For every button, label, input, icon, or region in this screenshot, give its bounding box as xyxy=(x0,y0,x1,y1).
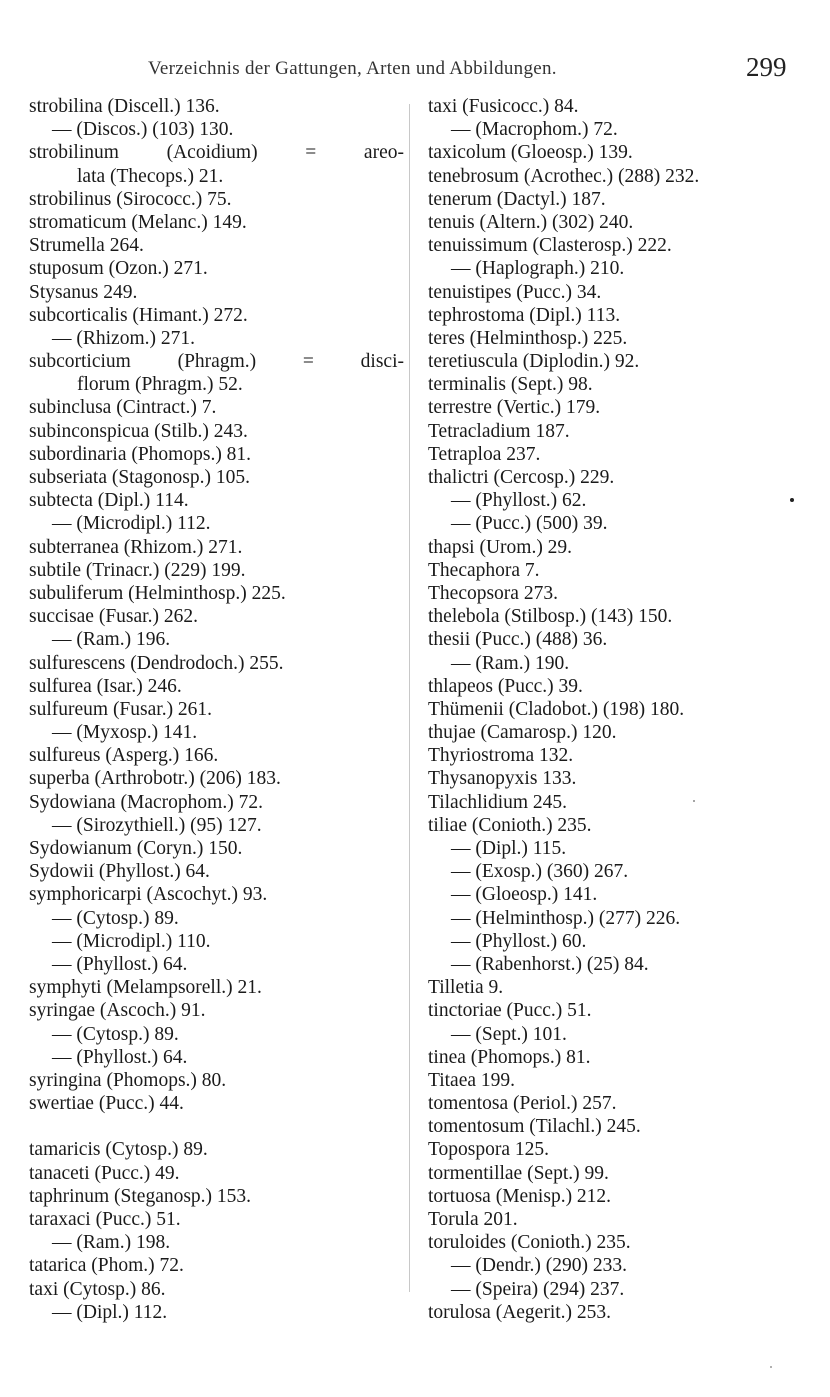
index-entry: — (Phyllost.) 64. xyxy=(52,953,188,975)
index-entry: succisae (Fusar.) 262. xyxy=(29,606,198,628)
index-entry: — (Sirozythiell.) (95) 127. xyxy=(52,814,262,836)
index-entry: subtecta (Dipl.) 114. xyxy=(29,490,189,512)
index-entry: Thecaphora 7. xyxy=(428,559,540,581)
index-entry: Stysanus 249. xyxy=(29,281,138,303)
index-entry: Thyriostroma 132. xyxy=(428,745,574,767)
index-entry: teres (Helminthosp.) 225. xyxy=(428,327,628,349)
index-entry: — (Exosp.) (360) 267. xyxy=(451,861,629,883)
page-number: 299 xyxy=(746,52,787,82)
index-entry: subordinaria (Phomops.) 81. xyxy=(29,443,252,465)
index-entry: — (Microdipl.) 110. xyxy=(52,930,211,952)
index-entry: — (Rabenhorst.) (25) 84. xyxy=(451,953,649,975)
index-entry: — (Haplograph.) 210. xyxy=(451,258,625,280)
index-entry: tortuosa (Menisp.) 212. xyxy=(428,1185,612,1207)
index-entry: teretiuscula (Diplodin.) 92. xyxy=(428,351,640,373)
index-entry-word: (Acoidium) xyxy=(166,142,258,164)
index-entry: — (Speira) (294) 237. xyxy=(451,1278,625,1300)
index-entry-word: (Phragm.) xyxy=(177,351,257,373)
index-entry: toruloides (Conioth.) 235. xyxy=(428,1232,631,1254)
index-entry: — (Rhizom.) 271. xyxy=(52,327,195,349)
index-entry xyxy=(29,141,404,164)
page-header xyxy=(0,50,830,86)
index-entry: subuliferum (Helminthosp.) 225. xyxy=(29,582,286,604)
index-entry: syringae (Ascoch.) 91. xyxy=(29,1000,206,1022)
index-entry: superba (Arthrobotr.) (206) 183. xyxy=(29,768,281,790)
index-entry: thlapeos (Pucc.) 39. xyxy=(428,675,583,697)
index-entry: symphyti (Melampsorell.) 21. xyxy=(29,977,262,999)
index-entry: strobilina (Discell.) 136. xyxy=(29,96,220,117)
ink-speck xyxy=(770,1366,772,1368)
index-entry: Torula 201. xyxy=(428,1209,518,1230)
index-entry: subcorticalis (Himant.) 272. xyxy=(29,304,248,326)
index-entry: — (Pucc.) (500) 39. xyxy=(451,513,608,535)
index-entry: Tetracladium 187. xyxy=(428,420,570,442)
index-column-left xyxy=(29,95,404,1324)
index-entry: swertiae (Pucc.) 44. xyxy=(29,1093,184,1115)
index-entry: — (Gloeosp.) 141. xyxy=(451,884,598,906)
index-entry: — (Cytosp.) 89. xyxy=(52,1023,179,1045)
index-entry: — (Ram.) 190. xyxy=(451,652,570,674)
index-entry: — (Dipl.) 112. xyxy=(52,1301,168,1323)
index-entry: — (Discos.) (103) 130. xyxy=(52,119,234,141)
index-entry: stuposum (Ozon.) 271. xyxy=(29,258,208,280)
index-entry: symphoricarpi (Ascochyt.) 93. xyxy=(29,884,268,906)
index-entry: tinctoriae (Pucc.) 51. xyxy=(428,1000,592,1022)
index-entry-word: strobilinum xyxy=(29,142,119,164)
index-entry: Sydowianum (Coryn.) 150. xyxy=(29,838,243,859)
index-entry: tenebrosum (Acrothec.) (288) 232. xyxy=(428,165,700,187)
index-entry: tanaceti (Pucc.) 49. xyxy=(29,1162,180,1184)
index-entry: — (Dipl.) 115. xyxy=(451,838,567,859)
index-entry: — (Sept.) 101. xyxy=(451,1023,567,1045)
index-entry: Sydowiana (Macrophom.) 72. xyxy=(29,791,263,813)
index-entry: stromaticum (Melanc.) 149. xyxy=(29,211,247,233)
index-entry: tenuissimum (Clasterosp.) 222. xyxy=(428,235,672,257)
index-entry: lata (Thecops.) 21. xyxy=(77,165,224,187)
index-entry: Thysanopyxis 133. xyxy=(428,768,577,790)
index-entry: sulfureus (Asperg.) 166. xyxy=(29,745,219,767)
index-entry: thalictri (Cercosp.) 229. xyxy=(428,467,615,488)
index-entry: tenuistipes (Pucc.) 34. xyxy=(428,281,602,303)
running-title: Verzeichnis der Gattungen, Arten und Abbildungen. xyxy=(148,58,557,79)
index-entry: Tilachlidium 245. xyxy=(428,791,568,813)
index-entry: Tetraploa 237. xyxy=(428,443,541,465)
index-entry: tenuis (Altern.) (302) 240. xyxy=(428,211,634,233)
index-entry: torulosa (Aegerit.) 253. xyxy=(428,1301,612,1323)
index-entry-word: subcorticium xyxy=(29,351,131,373)
index-entry: — (Microdipl.) 112. xyxy=(52,513,211,535)
index-entry: florum (Phragm.) 52. xyxy=(77,374,243,396)
index-entry-word: = xyxy=(302,351,314,373)
section-gap xyxy=(29,1115,404,1138)
index-entry: subinclusa (Cintract.) 7. xyxy=(29,397,217,419)
index-entry: — (Macrophom.) 72. xyxy=(451,119,618,141)
ink-speck xyxy=(693,800,695,802)
index-entry: tenerum (Dactyl.) 187. xyxy=(428,188,606,210)
index-entry-word: areo- xyxy=(363,142,404,164)
index-entry: taraxaci (Pucc.) 51. xyxy=(29,1209,181,1230)
index-entry: terrestre (Vertic.) 179. xyxy=(428,397,601,419)
index-entry: taxi (Cytosp.) 86. xyxy=(29,1278,166,1300)
index-entry: strobilinus (Sirococc.) 75. xyxy=(29,188,232,210)
index-entry: taxi (Fusicocc.) 84. xyxy=(428,96,579,117)
index-entry: tamaricis (Cytosp.) 89. xyxy=(29,1139,208,1161)
index-entry: Topospora 125. xyxy=(428,1139,550,1161)
index-entry: Thecopsora 273. xyxy=(428,582,558,604)
index-entry: tiliae (Conioth.) 235. xyxy=(428,814,592,836)
column-divider xyxy=(409,104,410,1292)
index-column-right xyxy=(428,95,808,1324)
index-entry: — (Phyllost.) 60. xyxy=(451,930,587,952)
index-entry: Strumella 264. xyxy=(29,235,144,257)
index-entry: tatarica (Phom.) 72. xyxy=(29,1255,184,1277)
index-entry: — (Ram.) 198. xyxy=(52,1232,171,1254)
index-entry: Thümenii (Cladobot.) (198) 180. xyxy=(428,698,685,720)
index-entry: sulfurescens (Dendrodoch.) 255. xyxy=(29,652,284,674)
index-entry: tormentillae (Sept.) 99. xyxy=(428,1162,609,1184)
index-entry: Sydowii (Phyllost.) 64. xyxy=(29,861,210,883)
index-entry: — (Phyllost.) 64. xyxy=(52,1046,188,1068)
index-entry: — (Cytosp.) 89. xyxy=(52,907,179,929)
index-entry: — (Myxosp.) 141. xyxy=(52,722,198,744)
index-entry: tomentosa (Periol.) 257. xyxy=(428,1093,617,1115)
index-entry: tephrostoma (Dipl.) 113. xyxy=(428,304,621,326)
index-entry: thapsi (Urom.) 29. xyxy=(428,536,573,558)
index-entry: — (Helminthosp.) (277) 226. xyxy=(451,907,681,929)
index-entry: sulfureum (Fusar.) 261. xyxy=(29,698,213,720)
index-entry: taxicolum (Gloeosp.) 139. xyxy=(428,142,633,164)
index-entry-word: = xyxy=(305,142,317,164)
index-entry: subseriata (Stagonosp.) 105. xyxy=(29,467,250,488)
ink-speck xyxy=(790,498,794,502)
index-entry: subinconspicua (Stilb.) 243. xyxy=(29,420,248,442)
index-entry: subterranea (Rhizom.) 271. xyxy=(29,536,243,558)
index-entry: thujae (Camarosp.) 120. xyxy=(428,722,617,744)
index-entry: — (Dendr.) (290) 233. xyxy=(451,1255,628,1277)
index-entry: — (Ram.) 196. xyxy=(52,629,171,651)
index-entry: Titaea 199. xyxy=(428,1069,516,1091)
index-entry: thesii (Pucc.) (488) 36. xyxy=(428,629,608,651)
index-entry: Tilletia 9. xyxy=(428,977,504,999)
index-entry: tinea (Phomops.) 81. xyxy=(428,1046,591,1068)
index-entry-word: disci- xyxy=(360,351,404,373)
index-entry: taphrinum (Steganosp.) 153. xyxy=(29,1185,252,1207)
index-entry: — (Phyllost.) 62. xyxy=(451,490,587,512)
index-entry xyxy=(29,350,404,373)
index-entry: syringina (Phomops.) 80. xyxy=(29,1069,227,1091)
index-entry: terminalis (Sept.) 98. xyxy=(428,374,593,396)
index-entry: tomentosum (Tilachl.) 245. xyxy=(428,1116,641,1138)
index-entry: thelebola (Stilbosp.) (143) 150. xyxy=(428,606,673,628)
index-entry: sulfurea (Isar.) 246. xyxy=(29,675,182,697)
index-entry: subtile (Trinacr.) (229) 199. xyxy=(29,559,246,581)
